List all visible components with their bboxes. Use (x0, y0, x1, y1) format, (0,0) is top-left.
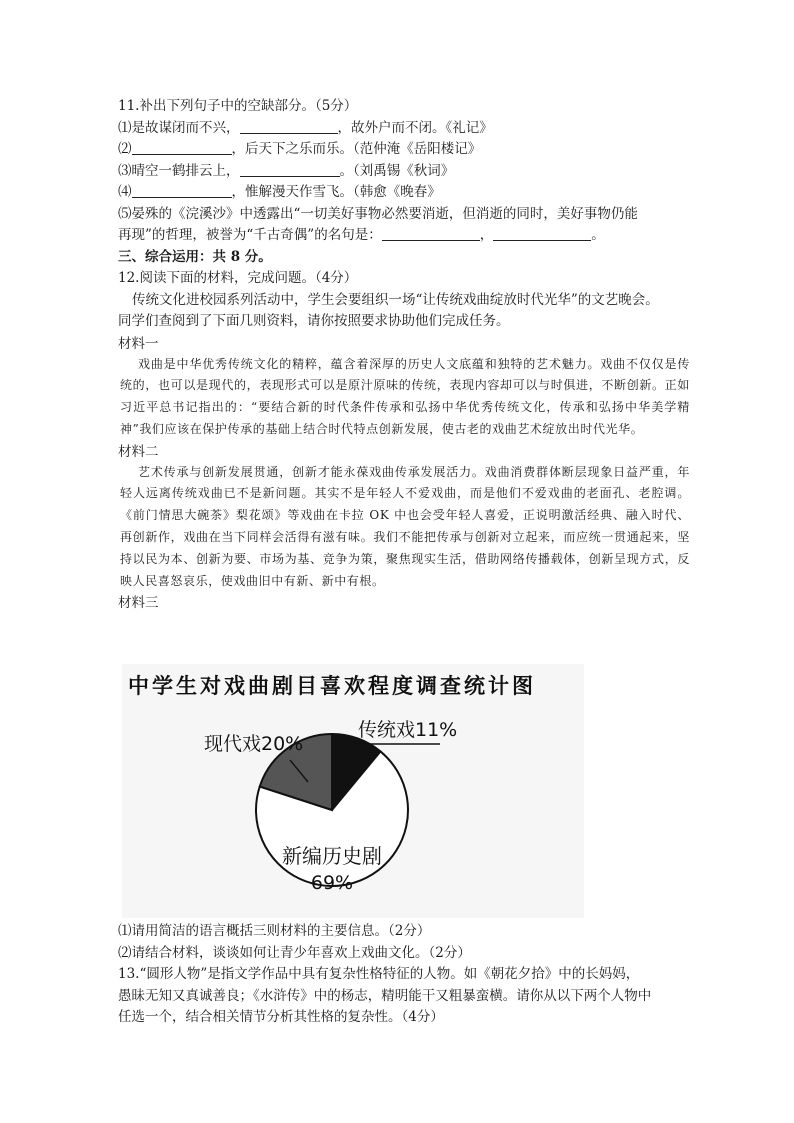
q13-line-3: 任选一个，结合相关情节分析其性格的复杂性。（4分） (118, 1009, 444, 1025)
q11-item-4-text-b: ，惟解漫天作雪飞。（韩愈《晚春》 (231, 184, 441, 200)
answer-blank[interactable] (240, 119, 338, 134)
pie-label-1: 传统戏11% (358, 719, 458, 741)
material-1-title: 材料一 (118, 335, 159, 352)
q12-intro-1: 传统文化进校园系列活动中，学生会要组织一场“让传统戏曲绽放时代光华”的文艺晚会。 (132, 291, 659, 308)
answer-blank[interactable] (240, 162, 340, 177)
material-2-text: 艺术传承与创新发展贯通，创新才能永葆戏曲传承发展活力。戏曲消费群体断层现象日益严重，年轻人远离传统戏曲已不是新问题。其实不是年轻人不爱戏曲，而是他们不爱戏曲的老面孔、老腔调。《前门情思大碗茶》梨花颂》等戏曲在卡拉 OK 中也会受年轻人喜爱，正说明激活经典、融入时代、再创新作，戏曲在当下同样会活得有滋有味。我们不能把传承与创新对立起来，而应统一贯通起来，坚持以民为本、创新为要、市场为基、竞争为策，聚焦现实生活，借助网络传播载体，创新呈现方式，反映人民喜怒哀乐，使戏曲旧中有新、新中有根。 (120, 464, 690, 588)
answer-blank[interactable] (493, 226, 591, 241)
q13-line-1: 13.“圆形人物”是指文学作品中具有复杂性格特征的人物。如《朝花夕拾》中的长妈妈， (118, 966, 640, 982)
material-2-title: 材料二 (118, 443, 159, 460)
q11-item-5-text-a: 再现”的哲理，被誉为“千古奇偶”的名句是： (118, 227, 382, 243)
pie-value-2: 69% (310, 872, 354, 894)
q11-item-5: ⑸晏殊的《浣溪沙》中透露出“一切美好事物必然要消逝，但消逝的同时，美好事物仍能 (118, 205, 638, 222)
material-2-body (118, 462, 698, 593)
pie-chart (122, 664, 584, 918)
material-1-body (118, 354, 698, 441)
q11-title: 11.补出下列句子中的空缺部分。（5分） (118, 98, 358, 114)
q11-item-3-text-b: 。（刘禹锡《秋词》 (339, 162, 455, 179)
q12-sub-1: ⑴请用简洁的语言概括三则材料的主要信息。（2分） (118, 923, 431, 939)
q11-item-4-text-a: ⑷ (118, 184, 132, 200)
answer-blank[interactable] (382, 226, 480, 241)
q11-item-3-text-a: ⑶晴空一鹤排云上， (118, 162, 240, 179)
q11-item-4 (118, 182, 698, 204)
questions-after-chart (118, 921, 698, 1029)
q11-item-1-text-b: ，故外户而不闭。《礼记》 (337, 119, 493, 136)
q12-intro-2: 同学们查阅到了下面几则资料，请你按照要求协助他们完成任务。 (118, 313, 510, 329)
q11-item-5-cont (118, 225, 698, 247)
q11-item-5-text-c: 。 (591, 227, 605, 243)
q11-item-2-text-a: ⑵ (118, 141, 132, 157)
chart-title: 中学生对戏曲剧目喜欢程度调查统计图 (128, 674, 536, 698)
q12-title: 12.阅读下面的材料，完成问题。（4分） (118, 270, 358, 286)
answer-blank[interactable] (132, 183, 232, 198)
q12-sub-2: ⑵请结合材料，谈谈如何让青少年喜欢上戏曲文化。（2分） (118, 944, 471, 961)
q11-item-2-text-b: ，后天下之乐而乐。（范仲淹《岳阳楼记》 (231, 141, 482, 157)
q11-item-5-text-b: ， (479, 227, 494, 243)
material-3-title: 材料三 (118, 595, 159, 612)
q11-item-1 (118, 118, 698, 140)
section-heading: 三、综合运用：共 8 分。 (118, 248, 272, 265)
q11-item-2 (118, 139, 698, 161)
q11-item-3 (118, 161, 698, 183)
pie-label-3: 现代戏20% (204, 733, 304, 755)
pie-chart-figure (122, 664, 584, 918)
material-1-text: 戏曲是中华优秀传统文化的精粹，蕴含着深厚的历史人文底蕴和独特的艺术魅力。戏曲不仅仅是传统的，也可以是现代的，表现形式可以是原汁原味的传统，表现内容却可以与时俱进，不断创新。正如习近平总书记指出的：“要结合新的时代条件传承和弘扬中华优秀传统文化，传承和弘扬中华美学精神”我们应该在保护传承的基础上结合时代特点创新发展，使古老的戏曲艺术绽放出时代光华。 (120, 356, 690, 436)
q11-item-1-text-a: ⑴是故谋闭而不兴， (118, 119, 240, 136)
q13-line-2: 愚昧无知又真诚善良；《水浒传》中的杨志，精明能干又粗暴蛮横。请你从以下两个人物中 (118, 987, 652, 1004)
pie-label-2: 新编历史剧 (282, 844, 382, 868)
exam-page (118, 96, 698, 613)
answer-blank[interactable] (132, 140, 232, 155)
